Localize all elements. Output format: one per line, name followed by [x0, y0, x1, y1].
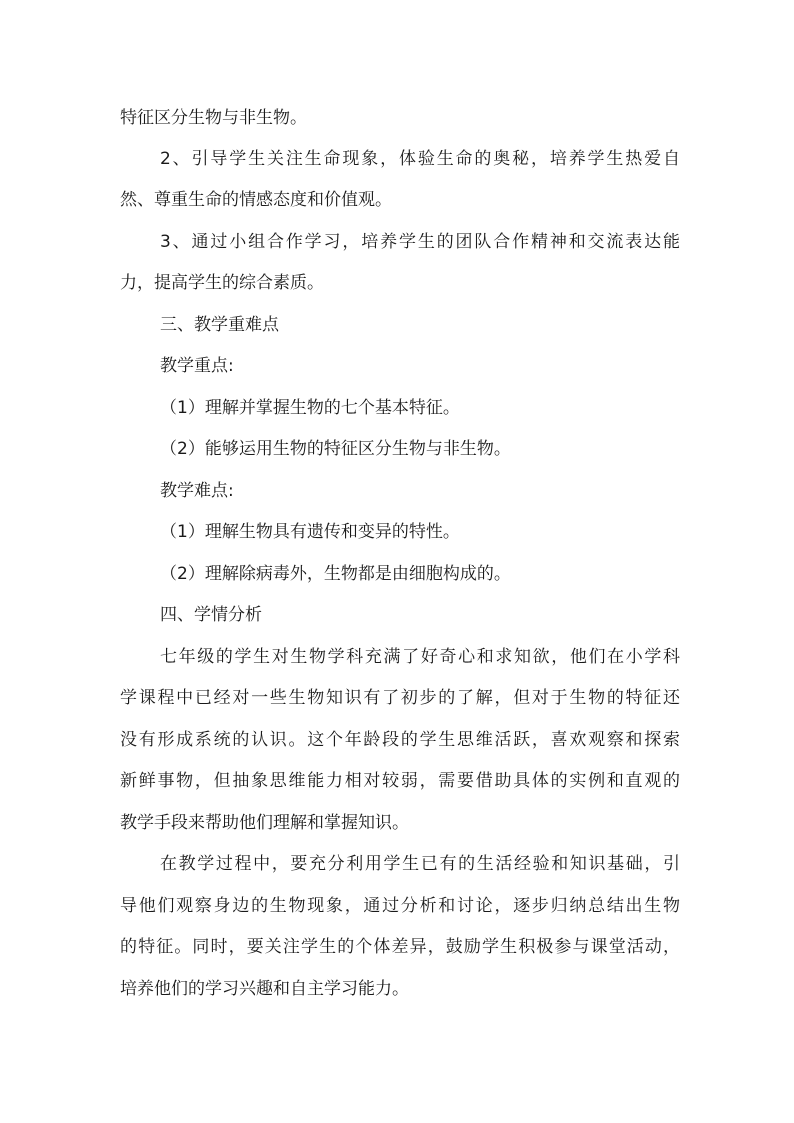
difficult-point-1: （1）理解生物具有遗传和变异的特性。	[160, 522, 460, 542]
section-heading-key-points: 三、教学重难点	[160, 315, 279, 335]
difficult-points-label: 教学难点:	[160, 481, 234, 501]
key-points-label: 教学重点:	[160, 356, 234, 376]
key-point-2: （2）能够运用生物的特征区分生物与非生物。	[160, 439, 511, 459]
analysis-para-2-line-2: 导他们观察身边的生物现象，通过分析和讨论，逐步归纳总结出生物	[120, 896, 680, 916]
objective-2-line-2: 然、尊重生命的情感态度和价值观。	[120, 190, 392, 210]
analysis-para-1-line-2: 学课程中已经对一些生物知识有了初步的了解，但对于生物的特征还	[120, 688, 680, 708]
analysis-para-2-line-3: 的特征。同时，要关注学生的个体差异，鼓励学生积极参与课堂活动，	[120, 937, 680, 957]
analysis-para-1-line-1: 七年级的学生对生物学科充满了好奇心和求知欲，他们在小学科	[160, 647, 680, 667]
objective-2-line-1: 2、引导学生关注生命现象，体验生命的奥秘，培养学生热爱自	[160, 149, 680, 169]
analysis-para-1-line-3: 没有形成系统的认识。这个年龄段的学生思维活跃，喜欢观察和探索	[120, 730, 680, 750]
text-line: 特征区分生物与非生物。	[120, 108, 307, 128]
analysis-para-1-line-4: 新鲜事物，但抽象思维能力相对较弱，需要借助具体的实例和直观的	[120, 771, 680, 791]
objective-3-line-2: 力，提高学生的综合素质。	[120, 273, 324, 293]
analysis-para-2-line-1: 在教学过程中，要充分利用学生已有的生活经验和知识基础，引	[160, 854, 680, 874]
section-heading-learner-analysis: 四、学情分析	[160, 605, 262, 625]
difficult-point-2: （2）理解除病毒外，生物都是由细胞构成的。	[160, 564, 511, 584]
analysis-para-1-line-5: 教学手段来帮助他们理解和掌握知识。	[120, 813, 409, 833]
analysis-para-2-line-4: 培养他们的学习兴趣和自主学习能力。	[120, 979, 409, 999]
objective-3-line-1: 3、通过小组合作学习，培养学生的团队合作精神和交流表达能	[160, 232, 680, 252]
key-point-1: （1）理解并掌握生物的七个基本特征。	[160, 398, 460, 418]
